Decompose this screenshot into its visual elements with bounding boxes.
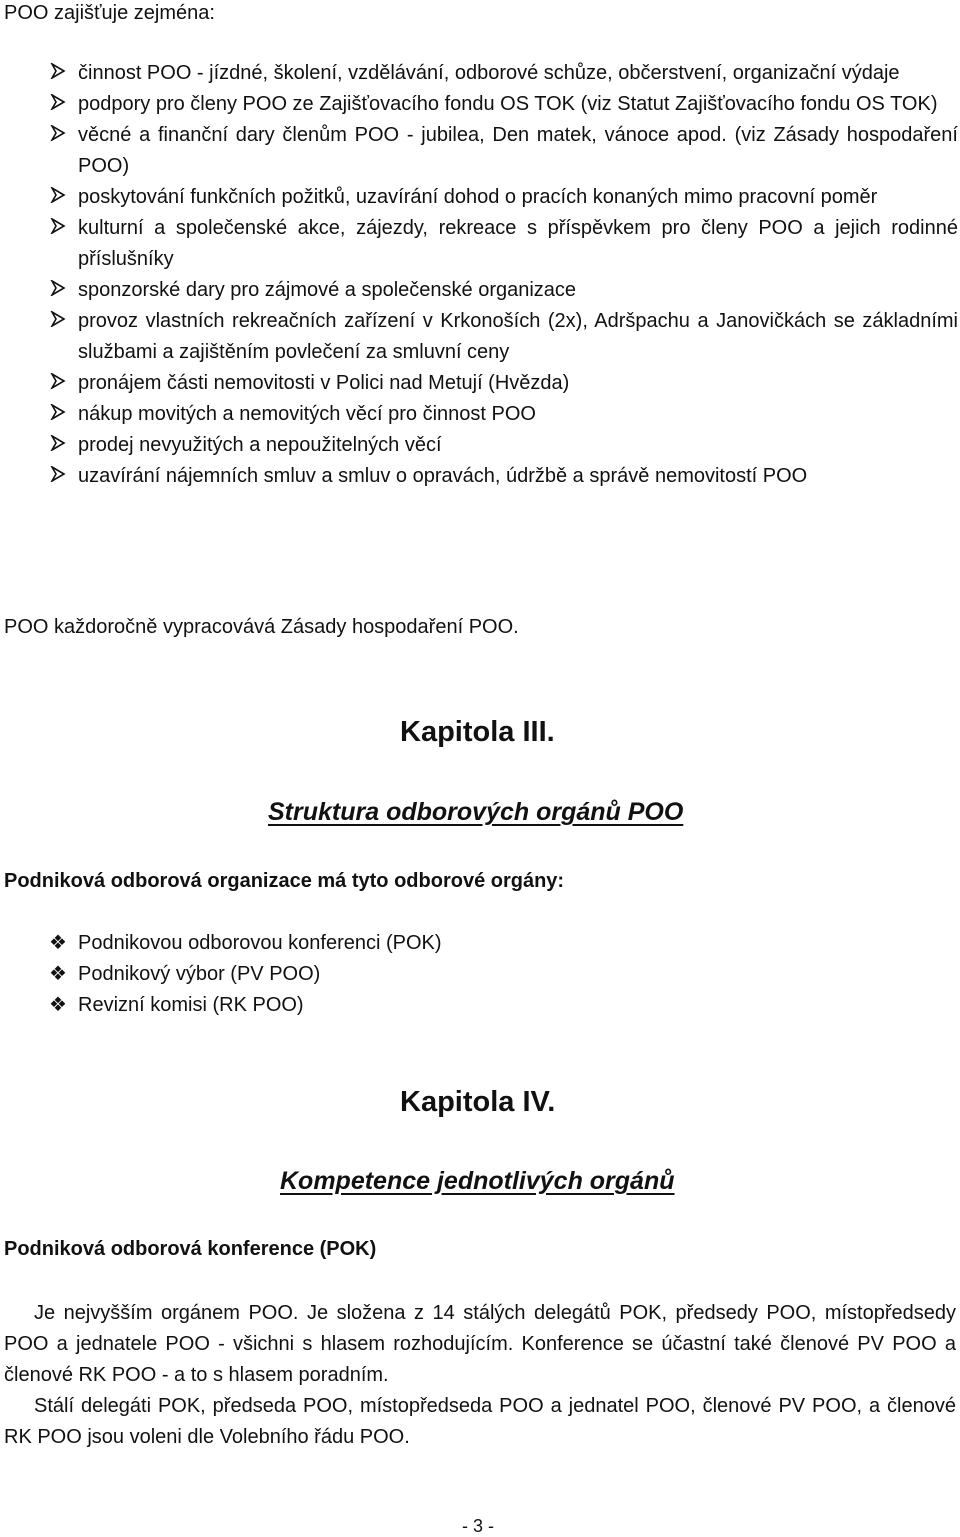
list-item: ❖ Podnikovou odborovou konferenci (POK) <box>46 928 442 959</box>
list-item: provoz vlastních rekreačních zařízení v Krkonoších (2x), Adršpachu a Janovičkách se základními službami a zajištěním povlečení za smluvní ceny <box>46 306 958 368</box>
arrow-bullet-icon <box>46 213 70 244</box>
list-item: činnost POO - jízdné, školení, vzdělávání, odborové schůze, občerstvení, organizační výdaje <box>46 58 958 89</box>
list-item: kulturní a společenské akce, zájezdy, rekreace s příspěvkem pro členy POO a jejich rodinné příslušníky <box>46 213 958 275</box>
summary-text: POO každoročně vypracovává Zásady hospodaření POO. <box>4 616 519 638</box>
arrow-bullet-icon <box>46 182 70 213</box>
paragraph-pok-election: Stálí delegáti POK, předseda POO, místopředseda POO a jednatel POO, členové PV POO, a členové RK POO jsou voleni dle Volebního řádu POO. <box>4 1395 956 1448</box>
arrow-bullet-icon <box>46 89 70 120</box>
chapter-4-title: Kompetence jednotlivých orgánů <box>280 1167 675 1195</box>
chapter-3-title: Struktura odborových orgánů POO <box>268 798 684 826</box>
paragraph-pok-composition: Je nejvyšším orgánem POO. Je složena z 14 stálých delegátů POK, předsedy POO, místopředsedy POO a jednatele POO - všichni s hlasem rozhodujícím. Konference se účastní také členové PV POO a členové RK POO - a to s hlasem poradním. <box>4 1302 956 1386</box>
intro-text: POO zajišťuje zejména: <box>4 2 215 24</box>
chapter-3-heading: Kapitola III. <box>400 716 555 748</box>
arrow-bullet-icon <box>46 275 70 306</box>
chapter-4-subhead: Podniková odborová konference (POK) <box>4 1238 377 1260</box>
arrow-bullet-icon <box>46 58 70 89</box>
organs-list <box>46 928 442 1021</box>
diamond-bullet-icon: ❖ <box>49 994 67 1016</box>
activities-list <box>46 58 958 492</box>
arrow-bullet-icon <box>46 120 70 151</box>
arrow-bullet-icon <box>46 399 70 430</box>
list-item: uzavírání nájemních smluv a smluv o opravách, údržbě a správě nemovitostí POO <box>46 461 958 492</box>
diamond-bullet-icon: ❖ <box>49 932 67 954</box>
chapter-3-lead: Podniková odborová organizace má tyto odborové orgány: <box>4 870 565 892</box>
diamond-bullet-icon: ❖ <box>49 963 67 985</box>
arrow-bullet-icon <box>46 306 70 337</box>
arrow-bullet-icon <box>46 430 70 461</box>
list-item: podpory pro členy POO ze Zajišťovacího fondu OS TOK (viz Statut Zajišťovacího fondu OS TOK) <box>46 89 958 120</box>
list-item: prodej nevyužitých a nepoužitelných věcí <box>46 430 958 461</box>
list-item: sponzorské dary pro zájmové a společenské organizace <box>46 275 958 306</box>
arrow-bullet-icon <box>46 461 70 492</box>
page-number: - 3 - <box>462 1516 495 1536</box>
list-item: ❖ Revizní komisi (RK POO) <box>46 990 442 1021</box>
chapter-4-heading: Kapitola IV. <box>400 1086 556 1118</box>
list-item: poskytování funkčních požitků, uzavírání dohod o pracích konaných mimo pracovní poměr <box>46 182 958 213</box>
arrow-bullet-icon <box>46 368 70 399</box>
list-item: věcné a finanční dary členům POO - jubilea, Den matek, vánoce apod. (viz Zásady hospodaření POO) <box>46 120 958 182</box>
list-item: pronájem části nemovitosti v Polici nad Metují (Hvězda) <box>46 368 958 399</box>
list-item: nákup movitých a nemovitých věcí pro činnost POO <box>46 399 958 430</box>
list-item: ❖ Podnikový výbor (PV POO) <box>46 959 442 990</box>
